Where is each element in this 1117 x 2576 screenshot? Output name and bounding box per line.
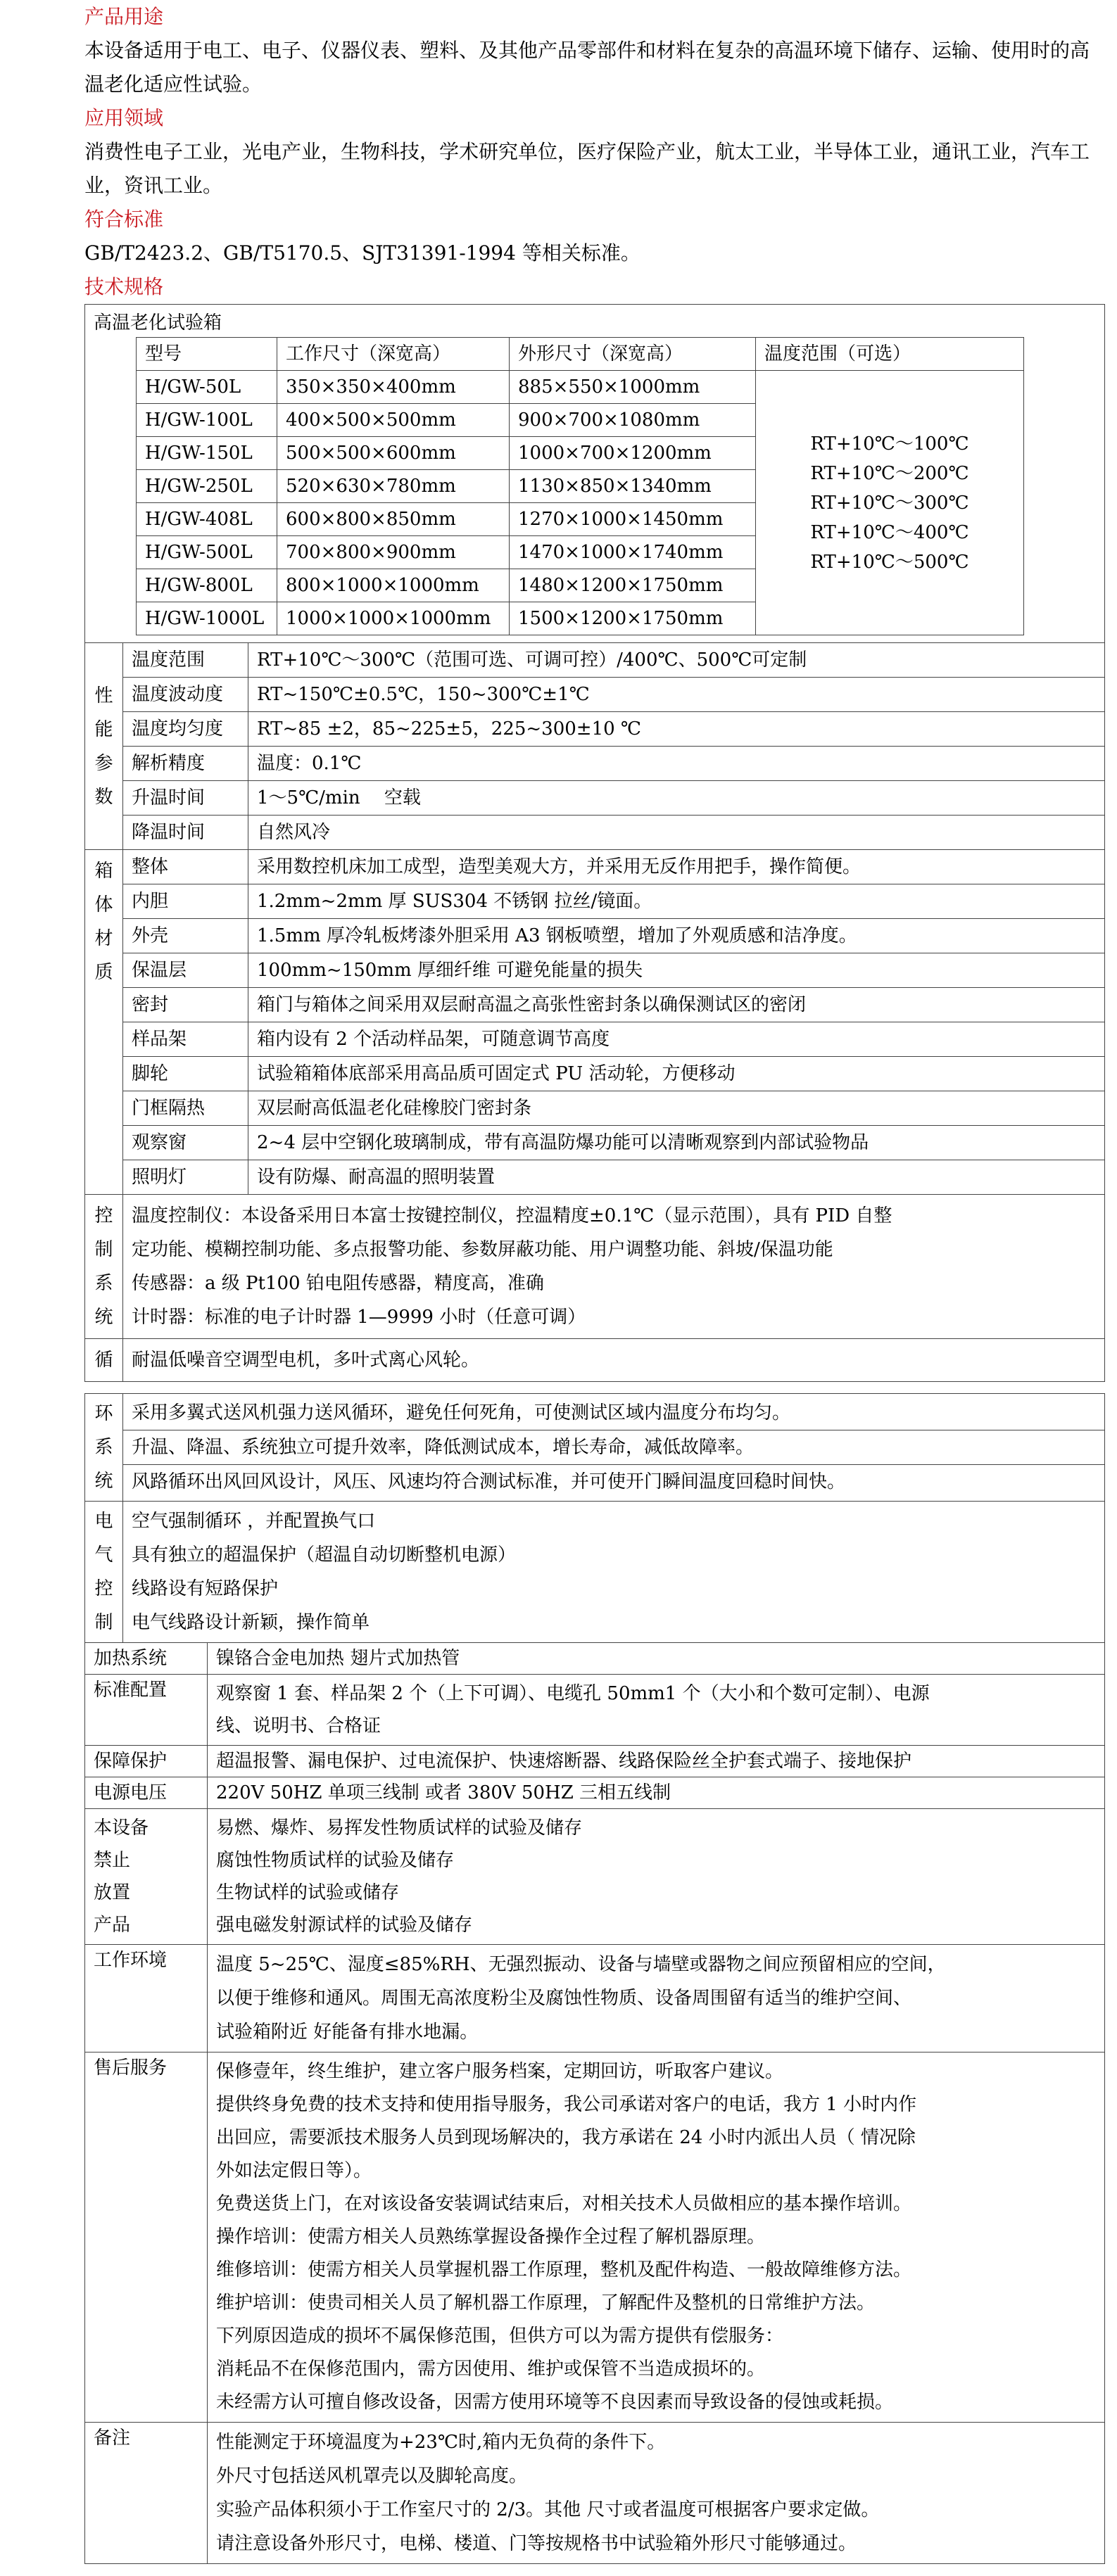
note-line: 请注意设备外形尺寸，电梯、楼道、门等按规格书中试验箱外形尺寸能够通过。 — [216, 2533, 857, 2554]
box-key: 门框隔热 — [123, 1091, 248, 1126]
control-label-char: 控 — [94, 1205, 113, 1226]
table-row — [85, 2052, 1105, 2423]
models-title: 高温老化试验箱 — [94, 312, 222, 334]
elec-line: 空气强制循环 ，并配置换气口 — [132, 1511, 376, 1532]
table-row — [85, 1945, 1105, 2052]
env-label-char: 环 — [94, 1403, 113, 1424]
box-value: 2~4 层中空钢化玻璃制成，带有高温防爆功能可以清晰观察到内部试验物品 — [248, 1126, 1105, 1160]
misc-value — [208, 1675, 1105, 1746]
use-text: 本设备适用于电工、电子、仪器仪表、塑料、及其他产品零部件和材料在复杂的高温环境下储存、运输、使用时的高温老化适应性试验。 — [84, 39, 1090, 96]
workenv-line: 试验箱附近 好能备有排水地漏。 — [216, 2022, 479, 2043]
service-line: 操作培训：使需方相关人员熟练掌握设备操作全过程了解机器原理。 — [216, 2226, 766, 2247]
box-value: 1.2mm~2mm 厚 SUS304 不锈钢 拉丝/镜面。 — [248, 884, 1105, 919]
table-row — [85, 1777, 1105, 1809]
control-label-char: 统 — [94, 1307, 113, 1328]
misc-value: 超温报警、漏电保护、过电流保护、快速熔断器、线路保险丝全护套式端子、接地保护 — [208, 1746, 1105, 1777]
box-value: 箱内设有 2 个活动样品架，可随意调节高度 — [248, 1022, 1105, 1057]
table-row — [137, 371, 1024, 404]
note-line: 外尺寸包括送风机罩壳以及脚轮高度。 — [216, 2466, 528, 2487]
work-size-cell: 500×500×600mm — [277, 437, 510, 470]
perf-label-char: 性 — [94, 685, 113, 706]
elec-label-char: 气 — [94, 1544, 113, 1566]
field-text: 消费性电子工业，光电产业，生物科技，学术研究单位，医疗保险产业，航太工业，半导体工业，通讯工业，汽车工业，资讯工业。 — [84, 140, 1090, 197]
perf-value: 自然风冷 — [248, 816, 1105, 850]
workenv-text — [208, 1945, 1105, 2052]
elec-label-char: 制 — [94, 1612, 113, 1633]
noeq-label-line: 本设备 — [94, 1817, 149, 1839]
box-key: 观察窗 — [123, 1126, 248, 1160]
work-size-cell: 350×350×400mm — [277, 371, 510, 404]
box-value: 双层耐高低温老化硅橡胶门密封条 — [248, 1091, 1105, 1126]
outer-size-cell: 885×550×1000mm — [510, 371, 756, 404]
noeq-line: 腐蚀性物质试样的试验及储存 — [216, 1850, 455, 1871]
service-line: 提供终身免费的技术支持和使用指导服务，我公司承诺对客户的电话，我方 1 小时内作 — [216, 2094, 917, 2115]
work-size-cell: 400×500×500mm — [277, 404, 510, 437]
perf-value: RT~150℃±0.5℃，150~300℃±1℃ — [248, 678, 1105, 712]
perf-key: 温度均匀度 — [123, 712, 248, 747]
elec-text — [123, 1502, 1105, 1643]
note-text — [208, 2423, 1105, 2564]
box-key: 样品架 — [123, 1022, 248, 1057]
table-row — [85, 884, 1105, 919]
box-label-char: 体 — [94, 894, 113, 915]
noeq-label-line: 产品 — [94, 1915, 131, 1936]
table-row — [85, 643, 1105, 678]
control-label — [85, 1195, 123, 1339]
box-value: 试验箱箱体底部采用高品质可固定式 PU 活动轮，方便移动 — [248, 1057, 1105, 1091]
noeq-text — [208, 1809, 1105, 1945]
work-size-cell: 700×800×900mm — [277, 536, 510, 569]
service-line: 下列原因造成的损坏不属保修范围，但供方可以为需方提供有偿服务： — [216, 2326, 784, 2347]
outer-size-cell: 1470×1000×1740mm — [510, 536, 756, 569]
elec-label-char: 控 — [94, 1578, 113, 1599]
spec-table-1 — [84, 304, 1105, 1382]
perf-key: 降温时间 — [123, 816, 248, 850]
circ-label: 循 — [85, 1339, 123, 1382]
table-row — [85, 1394, 1105, 1502]
perf-key: 解析精度 — [123, 747, 248, 781]
box-label-char: 箱 — [94, 861, 113, 882]
note-line: 实验产品体积须小于工作室尺寸的 2/3。其他 尺寸或者温度可根据客户要求定做。 — [216, 2499, 880, 2520]
model-cell: H/GW-250L — [137, 470, 277, 503]
box-key: 外壳 — [123, 919, 248, 953]
model-cell: H/GW-1000L — [137, 602, 277, 635]
table-row — [85, 1057, 1105, 1091]
env-line: 风路循环出风回风设计，风压、风速均符合测试标准，并可使开门瞬间温度回稳时间快。 — [132, 1471, 846, 1492]
table-row — [85, 1160, 1105, 1195]
perf-value: RT~85 ±2，85~225±5，225~300±10 ℃ — [248, 712, 1105, 747]
outer-size-cell: 900×700×1080mm — [510, 404, 756, 437]
table-row — [85, 1091, 1105, 1126]
perf-value: 温度：0.1℃ — [248, 747, 1105, 781]
table-row — [85, 2423, 1105, 2564]
temp-range-cell — [756, 371, 1024, 635]
work-size-cell: 1000×1000×1000mm — [277, 602, 510, 635]
standard-text: GB/T2423.2、GB/T5170.5、SJT31391-1994 等相关标准。 — [84, 241, 640, 265]
workenv-label: 工作环境 — [85, 1945, 208, 2052]
elec-line: 电气线路设计新颖，操作简单 — [132, 1612, 370, 1633]
misc-value: 镍铬合金电加热 翅片式加热管 — [208, 1643, 1105, 1675]
control-line: 传感器：a 级 Pt100 铂电阻传感器，精度高，准确 — [132, 1273, 544, 1294]
box-key: 内胆 — [123, 884, 248, 919]
perf-label — [85, 643, 123, 850]
control-line: 温度控制仪：本设备采用日本富士按键控制仪，控温精度±0.1℃（显示范围），具有 PID 自整 — [132, 1205, 892, 1226]
box-key: 保温层 — [123, 953, 248, 988]
box-value: 箱门与箱体之间采用双层耐高温之高张性密封条以确保测试区的密闭 — [248, 988, 1105, 1022]
heading-field: 应用领域 — [84, 106, 164, 129]
intro-section — [84, 0, 1105, 304]
misc-label: 电源电压 — [85, 1777, 208, 1809]
elec-label-char: 电 — [94, 1511, 113, 1532]
misc-label: 保障保护 — [85, 1746, 208, 1777]
box-key: 密封 — [123, 988, 248, 1022]
table-row — [85, 1339, 1105, 1382]
models-table — [136, 337, 1024, 635]
table-row — [85, 781, 1105, 816]
perf-value: 1～5℃/min 空载 — [248, 781, 1105, 816]
models-block — [85, 305, 1105, 643]
elec-line: 线路设有短路保护 — [132, 1578, 279, 1599]
service-line: 免费送货上门，在对该设备安装调试结束后，对相关技术人员做相应的基本操作培训。 — [216, 2193, 912, 2214]
perf-key: 温度范围 — [123, 643, 248, 678]
service-line: 保修壹年，终生维护，建立客户服务档案，定期回访，听取客户建议。 — [216, 2061, 784, 2082]
env-line: 采用多翼式送风机强力送风循环，避免任何死角，可使测试区域内温度分布均匀。 — [123, 1396, 1104, 1430]
env-label — [85, 1394, 123, 1502]
outer-size-cell: 1480×1200×1750mm — [510, 569, 756, 602]
table-row — [85, 850, 1105, 884]
env-line: 升温、降温、系统独立可提升效率，降低测试成本，增长寿命，减低故障率。 — [123, 1430, 1104, 1465]
box-label — [85, 850, 123, 1195]
outer-size-cell: 1500×1200×1750mm — [510, 602, 756, 635]
misc-label: 加热系统 — [85, 1643, 208, 1675]
th-outer-size: 外形尺寸（深宽高） — [510, 338, 756, 371]
control-line: 计时器：标准的电子计时器 1—9999 小时（任意可调） — [132, 1307, 586, 1328]
control-text — [123, 1195, 1105, 1339]
model-cell: H/GW-150L — [137, 437, 277, 470]
perf-key: 升温时间 — [123, 781, 248, 816]
perf-label-char: 数 — [94, 786, 113, 808]
misc-line: 观察窗 1 套、样品架 2 个（上下可调）、电缆孔 50mm1 个（大小和个数可定制）、电源 — [216, 1683, 930, 1704]
service-line: 维护培训：使贵司相关人员了解机器工作原理，了解配件及整机的日常维护方法。 — [216, 2292, 876, 2314]
table-row — [85, 988, 1105, 1022]
service-label: 售后服务 — [85, 2052, 208, 2423]
th-temp-range: 温度范围（可选） — [756, 338, 1024, 371]
misc-line: 线、说明书、合格证 — [216, 1715, 381, 1737]
box-value: 采用数控机床加工成型，造型美观大方，并采用无反作用把手，操作简便。 — [248, 850, 1105, 884]
noeq-line: 易燃、爆炸、易挥发性物质试样的试验及储存 — [216, 1817, 583, 1839]
perf-label-char: 能 — [94, 718, 113, 740]
range-item: RT+10℃～100℃ — [810, 433, 969, 455]
workenv-line: 温度 5~25℃、湿度≤85%RH、无强烈振动、设备与墙壁或器物之间应预留相应的空间， — [216, 1954, 946, 1975]
circ-text: 耐温低噪音空调型电机，多叶式离心风轮。 — [123, 1339, 1105, 1382]
th-work-size: 工作尺寸（深宽高） — [277, 338, 510, 371]
box-key: 整体 — [123, 850, 248, 884]
table-row — [85, 1675, 1105, 1746]
table-row — [85, 747, 1105, 781]
env-label-char: 统 — [94, 1471, 113, 1492]
box-key: 照明灯 — [123, 1160, 248, 1195]
noeq-label-line: 禁止 — [94, 1850, 131, 1871]
range-item: RT+10℃～300℃ — [810, 492, 969, 514]
service-line: 未经需方认可擅自修改设备，因需方使用环境等不良因素而导致设备的侵蚀或耗损。 — [216, 2392, 894, 2413]
noeq-line: 生物试样的试验或储存 — [216, 1882, 400, 1903]
work-size-cell: 520×630×780mm — [277, 470, 510, 503]
perf-value: RT+10℃～300℃（范围可选、可调可控）/400℃、500℃可定制 — [248, 643, 1105, 678]
heading-standard: 符合标准 — [84, 208, 164, 231]
noeq-line: 强电磁发射源试样的试验及储存 — [216, 1915, 473, 1936]
model-cell: H/GW-100L — [137, 404, 277, 437]
range-item: RT+10℃～200℃ — [810, 462, 969, 484]
box-label-char: 质 — [94, 962, 113, 983]
range-item: RT+10℃～400℃ — [810, 521, 969, 543]
table-row — [85, 1022, 1105, 1057]
th-model: 型号 — [137, 338, 277, 371]
env-label-char: 系 — [94, 1437, 113, 1458]
table-row — [85, 1502, 1105, 1643]
misc-value: 220V 50HZ 单项三线制 或者 380V 50HZ 三相五线制 — [208, 1777, 1105, 1809]
box-value: 100mm~150mm 厚细纤维 可避免能量的损失 — [248, 953, 1105, 988]
note-line: 性能测定于环境温度为+23℃时,箱内无负荷的条件下。 — [216, 2432, 666, 2453]
outer-size-cell: 1000×700×1200mm — [510, 437, 756, 470]
box-key: 脚轮 — [123, 1057, 248, 1091]
service-line: 消耗品不在保修范围内，需方因使用、维护或保管不当造成损坏的。 — [216, 2359, 766, 2380]
model-cell: H/GW-50L — [137, 371, 277, 404]
table-row — [85, 1746, 1105, 1777]
range-item: RT+10℃～500℃ — [810, 551, 969, 573]
model-cell: H/GW-408L — [137, 503, 277, 536]
table-row — [85, 678, 1105, 712]
elec-label — [85, 1502, 123, 1643]
control-label-char: 系 — [94, 1273, 113, 1294]
table-row — [85, 816, 1105, 850]
work-size-cell: 800×1000×1000mm — [277, 569, 510, 602]
workenv-line: 以便于维修和通风。周围无高浓度粉尘及腐蚀性物质、设备周围留有适当的维护空间、 — [216, 1988, 912, 2009]
heading-use: 产品用途 — [84, 5, 164, 28]
table-row — [85, 712, 1105, 747]
elec-line: 具有独立的超温保护（超温自动切断整机电源） — [132, 1544, 517, 1566]
perf-label-char: 参 — [94, 752, 113, 774]
table-row — [85, 1809, 1105, 1945]
box-label-char: 材 — [94, 928, 113, 949]
model-cell: H/GW-500L — [137, 536, 277, 569]
model-cell: H/GW-800L — [137, 569, 277, 602]
heading-spec: 技术规格 — [84, 275, 164, 298]
outer-size-cell: 1130×850×1340mm — [510, 470, 756, 503]
misc-label: 标准配置 — [85, 1675, 208, 1746]
table-row — [85, 1195, 1105, 1339]
control-line: 定功能、模糊控制功能、多点报警功能、参数屏蔽功能、用户调整功能、斜坡/保温功能 — [132, 1239, 833, 1260]
noeq-label-line: 放置 — [94, 1882, 131, 1903]
note-label: 备注 — [85, 2423, 208, 2564]
perf-key: 温度波动度 — [123, 678, 248, 712]
box-value: 设有防爆、耐高温的照明装置 — [248, 1160, 1105, 1195]
table-row — [85, 953, 1105, 988]
control-label-char: 制 — [94, 1239, 113, 1260]
service-text — [208, 2052, 1105, 2423]
service-line: 维修培训：使需方相关人员掌握机器工作原理，整机及配件构造、一般故障维修方法。 — [216, 2259, 912, 2280]
env-text — [123, 1394, 1105, 1502]
box-value: 1.5mm 厚冷轧板烤漆外胆采用 A3 钢板喷塑，增加了外观质感和洁净度。 — [248, 919, 1105, 953]
outer-size-cell: 1270×1000×1450mm — [510, 503, 756, 536]
work-size-cell: 600×800×850mm — [277, 503, 510, 536]
noeq-label — [85, 1809, 208, 1945]
spec-table-2 — [84, 1393, 1105, 2564]
table-row — [85, 1126, 1105, 1160]
service-line: 出回应，需要派技术服务人员到现场解决的，我方承诺在 24 小时内派出人员（ 情况除 — [216, 2127, 916, 2148]
service-line: 外如法定假日等）。 — [216, 2160, 372, 2181]
table-row — [85, 1643, 1105, 1675]
table-row — [85, 919, 1105, 953]
